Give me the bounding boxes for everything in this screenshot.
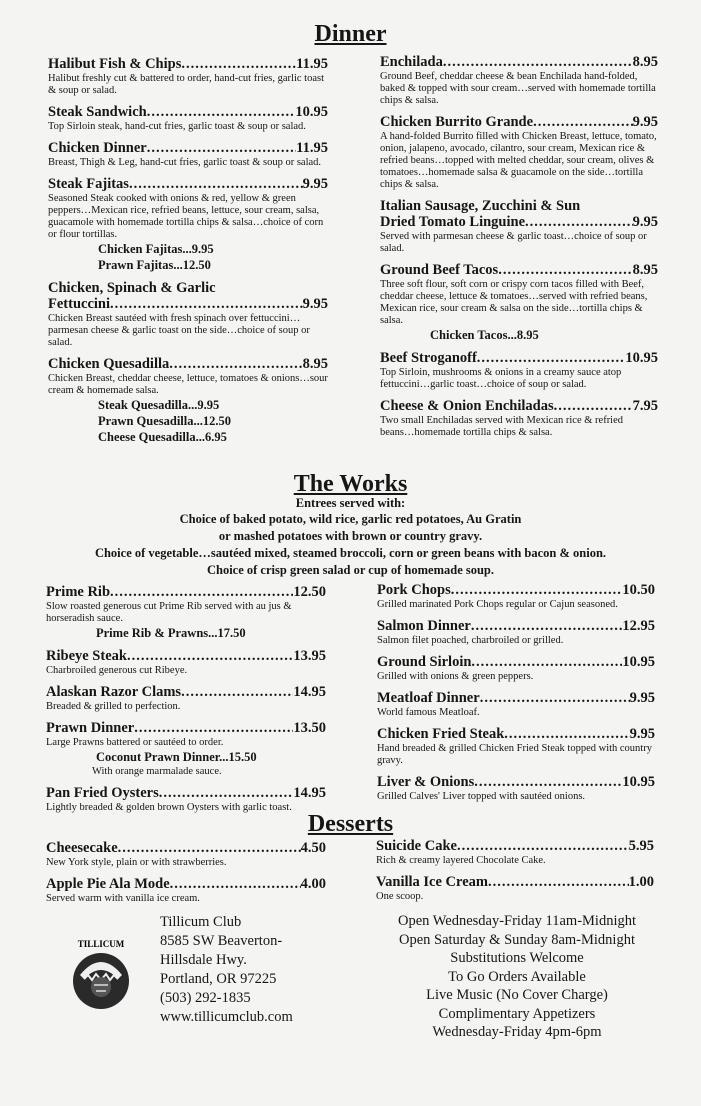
menu-item-name: Prime Rib [46, 584, 111, 600]
menu-item-name: Liver & Onions [377, 774, 475, 790]
menu-item-title [377, 618, 655, 634]
menu-item-price: 14.95 [293, 785, 326, 801]
menu-item-description: Served with parmesan cheese & garlic toast…choice of soup or salad. [380, 231, 647, 254]
menu-item [377, 690, 655, 719]
address-line: Tillicum Club [160, 914, 242, 930]
menu-item-description: Halibut freshly cut & battered to order, hand-cut fries, garlic toast & soup or salad. [48, 73, 324, 96]
menu-item [46, 584, 326, 641]
menu-item-name: Chicken Fried Steak [377, 726, 505, 742]
menu-item-name: Ground Sirloin [377, 654, 472, 670]
address-line: Portland, OR 97225 [160, 971, 277, 987]
menu-item [380, 198, 658, 255]
menu-item-price: 4.50 [300, 840, 326, 856]
menu-item [48, 356, 328, 445]
menu-item-price: 1.00 [628, 874, 654, 890]
menu-item-description: Grilled Calves' Liver topped with sautéed onions. [377, 791, 586, 802]
menu-item-description: New York style, plain or with strawberries. [46, 857, 227, 868]
menu-item [48, 140, 328, 169]
desserts-title: Desserts [307, 811, 394, 837]
menu-item-price: 7.95 [632, 398, 658, 414]
hours-line: Live Music (No Cover Charge) [426, 987, 608, 1003]
dot-leader [169, 356, 302, 372]
footer-address [160, 913, 293, 1027]
dot-leader [110, 584, 293, 600]
menu-item-title [48, 176, 328, 192]
hours-line: Substitutions Welcome [450, 950, 584, 966]
menu-item-title [48, 296, 328, 312]
menu-item [380, 350, 658, 391]
works-intro-line: or mashed potatoes with brown or country gravy. [218, 529, 483, 543]
menu-item-price: 11.95 [296, 140, 328, 156]
menu-item-name: Meatloaf Dinner [377, 690, 480, 706]
dot-leader [477, 350, 626, 366]
menu-item-price: 9.95 [632, 114, 658, 130]
menu-item-title [46, 840, 326, 856]
menu-item-variant: Prawn Fajitas...12.50 [98, 258, 211, 272]
dot-leader [181, 684, 293, 700]
menu-item [377, 582, 655, 611]
dot-leader [451, 582, 623, 598]
dot-leader [480, 690, 630, 706]
works-intro-line: Choice of vegetable…sautéed mixed, steamed broccoli, corn or green beans with bacon & onion. [94, 546, 607, 560]
menu-item-description: Charbroiled generous cut Ribeye. [46, 665, 188, 676]
menu-item-title [376, 874, 654, 890]
menu-item-title [376, 838, 654, 854]
menu-item-description: Salmon filet poached, charbroiled or grilled. [377, 635, 564, 646]
menu-item-price: 12.50 [293, 584, 326, 600]
menu-item-description: Two small Enchiladas served with Mexican rice & refried beans…homemade tortilla chips & salsa. [380, 415, 624, 438]
menu-item [376, 838, 654, 867]
works-right-column [377, 582, 655, 810]
menu-item-description: Hand breaded & grilled Chicken Fried Steak topped with country gravy. [377, 743, 652, 766]
dot-leader [134, 720, 293, 736]
menu-item-title [377, 726, 655, 742]
menu-item-title [380, 398, 658, 414]
menu-item-variant: Coconut Prawn Dinner...15.50 [96, 750, 257, 764]
menu-item-price: 5.95 [628, 838, 654, 854]
menu-item-description: Top Sirloin steak, hand-cut fries, garlic toast & soup or salad. [48, 121, 306, 132]
dot-leader [471, 618, 623, 634]
dot-leader [554, 398, 633, 414]
menu-item-name: Italian Sausage, Zucchini & Sun [380, 198, 581, 214]
menu-item-name: Steak Fajitas [48, 176, 129, 192]
menu-item-description: Grilled marinated Pork Chops regular or Cajun seasoned. [377, 599, 618, 610]
dot-leader [147, 104, 296, 120]
menu-item-variant: Steak Quesadilla...9.95 [98, 398, 220, 412]
works-intro-sub: Entrees served with: [295, 496, 406, 510]
dot-leader [118, 840, 301, 856]
menu-item-price: 10.95 [622, 774, 655, 790]
menu-item-price: 9.95 [629, 690, 655, 706]
menu-item-name: Cheesecake [46, 840, 118, 856]
dot-leader [471, 654, 622, 670]
menu-item-description: Slow roasted generous cut Prime Rib served with au jus & horseradish sauce. [46, 601, 292, 624]
menu-item-description: Three soft flour, soft corn or crispy corn tacos filled with Beef, cheddar cheese, lettuce & tomatoes…served with refried beans, Mexican rice, sour cream & salsa on the side…tortilla chips & salsa. [380, 279, 648, 326]
menu-item [46, 720, 326, 778]
menu-item-description: Grilled with onions & green peppers. [377, 671, 534, 682]
menu-item-title [46, 584, 326, 600]
menu-item-description: Chicken Breast sautéed with fresh spinach over fettuccini…parmesan cheese & garlic toast on the side…choice of soup or salad. [48, 313, 310, 348]
menu-item [48, 56, 328, 97]
menu-item-name: Salmon Dinner [377, 618, 471, 634]
hours-line: Open Wednesday-Friday 11am-Midnight [397, 913, 637, 929]
dot-leader [443, 54, 633, 70]
menu-item-name: Cheese & Onion Enchiladas [380, 398, 554, 414]
menu-item-variant-description: With orange marmalade sauce. [92, 766, 222, 777]
dot-leader [147, 140, 296, 156]
menu-item-description: Seasoned Steak cooked with onions & red, yellow & green peppers…Mexican rice, refried beans, lettuce, sour cream, salsa, guacamole with homemade tortilla chips & salsa…choice of corn or flour tortillas. [48, 193, 324, 240]
menu-item [377, 774, 655, 803]
menu-item-name: Pan Fried Oysters [46, 785, 159, 801]
dot-leader [488, 874, 629, 890]
menu-item-price: 8.95 [302, 356, 328, 372]
hours-line: Open Saturday & Sunday 8am-Midnight [398, 931, 635, 948]
menu-item-title [380, 262, 658, 278]
menu-item-title [48, 56, 328, 72]
menu-item-title [380, 350, 658, 366]
dot-leader [474, 774, 622, 790]
dot-leader [504, 726, 629, 742]
menu-item-title [377, 582, 655, 598]
menu-item-name: Dried Tomato Linguine [380, 214, 526, 230]
website-url: www.tillicumclub.com [160, 1009, 293, 1025]
works-left-column [46, 584, 326, 821]
menu-item-description: Large Prawns battered or sautéed to order. [46, 737, 224, 748]
menu-item-price: 10.95 [295, 104, 328, 120]
menu-item-title [48, 356, 328, 372]
phone-number: (503) 292-1835 [160, 990, 251, 1006]
menu-item-name: Chicken Burrito Grande [380, 114, 534, 130]
menu-item-title [377, 774, 655, 790]
works-title: The Works [293, 471, 408, 497]
dot-leader [110, 296, 303, 312]
menu-item-price: 14.95 [293, 684, 326, 700]
menu-item-name: Ground Beef Tacos [380, 262, 499, 278]
menu-item [46, 876, 326, 905]
menu-item [48, 280, 328, 349]
menu-item-price: 4.00 [300, 876, 326, 892]
menu-item-title [46, 684, 326, 700]
menu-item-name: Ribeye Steak [46, 648, 127, 664]
menu-item-name: Prawn Dinner [46, 720, 135, 736]
desserts-right-column [376, 838, 654, 910]
menu-item-name: Vanilla Ice Cream [376, 874, 488, 890]
menu-item-variant: Chicken Tacos...8.95 [430, 328, 539, 342]
menu-item-description: Top Sirloin, mushrooms & onions in a creamy sauce atop fettuccini…garlic toast…choice of soup or salad. [380, 367, 622, 390]
dinner-right-column [380, 54, 658, 446]
menu-item-title [380, 54, 658, 70]
menu-item-description: A hand-folded Burrito filled with Chicken Breast, lettuce, tomato, onion, jalapeno, avocado, cilantro, sour cream, Mexican rice & refried beans…topped with melted cheddar, sour cream, olives & tomatoes…homemade salsa & guacamole on the side…tortilla chips & salsa. [380, 131, 657, 190]
menu-item-name: Chicken, Spinach & Garlic [48, 280, 216, 296]
menu-item-price: 10.50 [622, 582, 655, 598]
tillicum-logo-icon [68, 935, 134, 1013]
menu-item-price: 9.95 [302, 296, 328, 312]
menu-item-price: 9.95 [632, 214, 658, 230]
menu-item-title [48, 104, 328, 120]
dot-leader [159, 785, 294, 801]
menu-item-name: Beef Stroganoff [380, 350, 477, 366]
dot-leader [127, 648, 293, 664]
logo-text: TILLICUM [77, 939, 125, 949]
menu-item-price: 9.95 [629, 726, 655, 742]
menu-item-name: Steak Sandwich [48, 104, 147, 120]
menu-item-variant: Chicken Fajitas...9.95 [98, 242, 214, 256]
dot-leader [498, 262, 632, 278]
menu-item [377, 618, 655, 647]
menu-item [48, 104, 328, 133]
dinner-title: Dinner [314, 21, 387, 47]
menu-item-price: 13.95 [293, 648, 326, 664]
hours-line: To Go Orders Available [448, 968, 586, 985]
menu-item [46, 840, 326, 869]
menu-item-description: Breast, Thigh & Leg, hand-cut fries, garlic toast & soup or salad. [48, 157, 322, 168]
menu-item-price: 10.95 [625, 350, 658, 366]
menu-item-title [48, 140, 328, 156]
menu-item [380, 114, 658, 191]
menu-item-description: Chicken Breast, cheddar cheese, lettuce, tomatoes & onions…sour cream & homemade salsa. [48, 373, 328, 396]
menu-item-title [380, 214, 658, 230]
menu-item-price: 13.50 [293, 720, 326, 736]
address-line: 8585 SW Beaverton- [160, 933, 283, 949]
menu-item-name: Apple Pie Ala Mode [46, 876, 170, 892]
menu-item-description: Rich & creamy layered Chocolate Cake. [376, 855, 546, 866]
menu-item-name: Chicken Quesadilla [48, 356, 170, 372]
menu-item-title [46, 720, 326, 736]
menu-item [46, 684, 326, 713]
desserts-left-column [46, 840, 326, 912]
menu-item-description: Served warm with vanilla ice cream. [46, 893, 200, 904]
works-intro [0, 496, 701, 579]
menu-item-name: Alaskan Razor Clams [46, 684, 182, 700]
menu-item [380, 262, 658, 343]
menu-item-name: Suicide Cake [376, 838, 457, 854]
dot-leader [181, 56, 296, 72]
menu-item-title [377, 690, 655, 706]
menu-item-name: Pork Chops [377, 582, 451, 598]
menu-item-variant: Prawn Quesadilla...12.50 [98, 414, 231, 428]
menu-item-title [377, 654, 655, 670]
menu-item-description: World famous Meatloaf. [377, 707, 480, 718]
menu-item-variant: Cheese Quesadilla...6.95 [98, 430, 227, 444]
menu-item [48, 176, 328, 273]
menu-item-title [46, 785, 326, 801]
dinner-left-column [48, 56, 328, 452]
menu-item-description: Lightly breaded & golden brown Oysters with garlic toast. [46, 802, 292, 813]
hours-line: Wednesday-Friday 4pm-6pm [432, 1024, 602, 1040]
menu-item [376, 874, 654, 903]
menu-item [380, 54, 658, 107]
menu-item-price: 11.95 [296, 56, 328, 72]
menu-item-price: 8.95 [632, 262, 658, 278]
menu-item-price: 12.95 [622, 618, 655, 634]
menu-item-title [46, 876, 326, 892]
dot-leader [170, 876, 301, 892]
menu-item-name: Halibut Fish & Chips [48, 56, 182, 72]
dot-leader [533, 114, 633, 130]
works-intro-line: Choice of crisp green salad or cup of homemade soup. [206, 563, 495, 577]
menu-item-name: Chicken Dinner [48, 140, 147, 156]
menu-item [380, 398, 658, 439]
menu-item-price: 10.95 [622, 654, 655, 670]
address-line: Hillsdale Hwy. [160, 952, 247, 968]
menu-item-price: 9.95 [302, 176, 328, 192]
dot-leader [525, 214, 633, 230]
menu-item-title [46, 648, 326, 664]
works-intro-line: Choice of baked potato, wild rice, garlic red potatoes, Au Gratin [179, 512, 522, 526]
menu-item [377, 654, 655, 683]
dot-leader [457, 838, 629, 854]
menu-item-name: Enchilada [380, 54, 443, 70]
menu-item [377, 726, 655, 767]
menu-item-variant: Prime Rib & Prawns...17.50 [96, 626, 246, 640]
menu-item-description: One scoop. [376, 891, 424, 902]
footer-hours [372, 912, 662, 1042]
menu-item-title [380, 114, 658, 130]
menu-item-price: 8.95 [632, 54, 658, 70]
menu-item-description: Ground Beef, cheddar cheese & bean Enchilada hand-folded, baked & topped with sour cream…served with homemade tortilla chips & salsa. [380, 71, 656, 106]
hours-line: Complimentary Appetizers [438, 1005, 596, 1022]
dot-leader [129, 176, 303, 192]
menu-item [46, 648, 326, 677]
menu-item-name: Fettuccini [48, 296, 111, 312]
menu-item-description: Breaded & grilled to perfection. [46, 701, 181, 712]
